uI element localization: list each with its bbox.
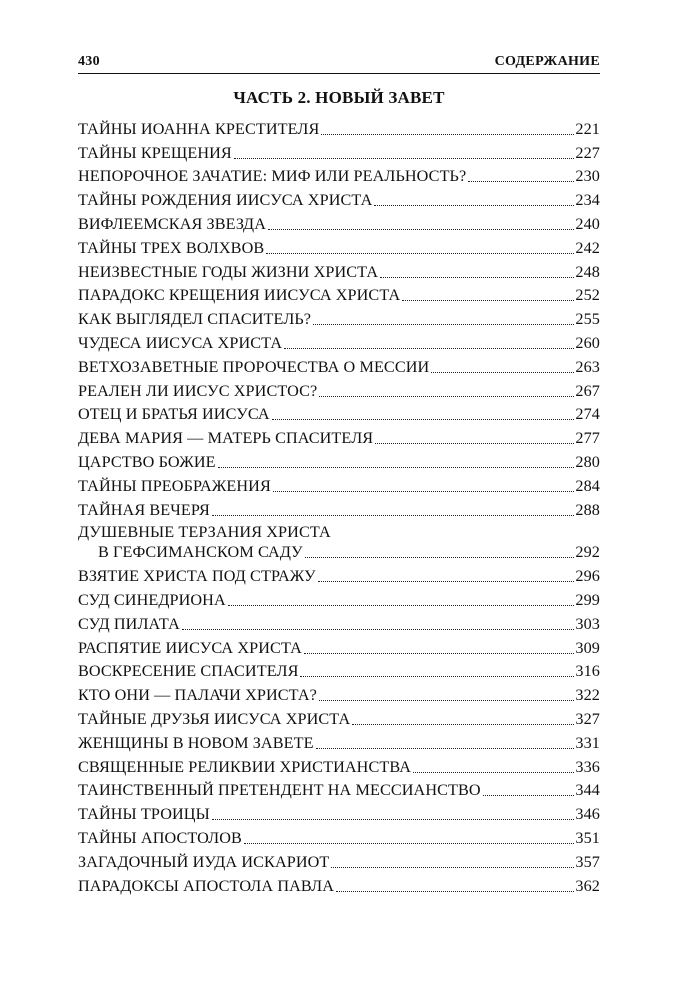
- toc-entry-page: 234: [575, 191, 600, 210]
- toc-entry: [78, 472, 600, 496]
- toc-entry-title: ВЗЯТИЕ ХРИСТА ПОД СТРАЖУ: [78, 567, 316, 586]
- toc-entry: [78, 520, 600, 563]
- toc-entry-page: 346: [575, 805, 600, 824]
- toc-entry: [78, 705, 600, 729]
- dot-leader: [182, 628, 575, 630]
- toc-entry: [78, 562, 600, 586]
- dot-leader: [313, 323, 574, 325]
- dot-leader: [468, 180, 574, 182]
- toc-entry-page: 303: [575, 614, 600, 633]
- toc-entry: [78, 610, 600, 634]
- toc-entry-page: 242: [575, 238, 600, 257]
- toc-entry: [78, 424, 600, 448]
- toc-entry: [78, 377, 600, 401]
- toc-entry-title: ВОСКРЕСЕНИЕ СПАСИТЕЛЯ: [78, 662, 299, 681]
- toc-entry-title: ТАЙНЫ ИОАННА КРЕСТИТЕЛЯ: [78, 119, 320, 138]
- toc-entry: [78, 234, 600, 258]
- dot-leader: [413, 771, 574, 773]
- toc-entry-page: 327: [575, 709, 600, 728]
- toc-entry-title: ТАЙНЫЕ ДРУЗЬЯ ИИСУСА ХРИСТА: [78, 709, 351, 728]
- toc-entry: [78, 753, 600, 777]
- toc-entry: [78, 848, 600, 872]
- toc-entry-page: 263: [575, 357, 600, 376]
- toc-entry: [78, 681, 600, 705]
- toc-entry-title: СУД СИНЕДРИОНА: [78, 590, 226, 609]
- toc-entry: [78, 496, 600, 520]
- toc-entry-title: ОТЕЦ И БРАТЬЯ ИИСУСА: [78, 405, 270, 424]
- toc-entry-title: ЦАРСТВО БОЖИЕ: [78, 452, 216, 471]
- toc-entry-page: 221: [575, 119, 600, 138]
- toc-entry-title: НЕПОРОЧНОЕ ЗАЧАТИЕ: МИФ ИЛИ РЕАЛЬНОСТЬ?: [78, 167, 467, 186]
- toc-entry-page: 336: [575, 757, 600, 776]
- toc-entry-page: 362: [575, 876, 600, 895]
- toc-entry-title: ВИФЛЕЕМСКАЯ ЗВЕЗДА: [78, 214, 266, 233]
- dot-leader: [374, 204, 574, 206]
- toc-entry-title-continuation: В ГЕФСИМАНСКОМ САДУ: [98, 543, 303, 562]
- toc-entry: [78, 872, 600, 896]
- dot-leader: [212, 818, 575, 820]
- toc-entry-page: 260: [575, 333, 600, 352]
- toc-entry-title: КАК ВЫГЛЯДЕЛ СПАСИТЕЛЬ?: [78, 310, 312, 329]
- dot-leader: [483, 794, 575, 796]
- toc-entry-title: ТАЙНЫ ПРЕОБРАЖЕНИЯ: [78, 476, 271, 495]
- book-page: [78, 54, 600, 896]
- toc-entry-page: 296: [575, 567, 600, 586]
- toc-entry-page: 284: [575, 476, 600, 495]
- toc-entry-title: СУД ПИЛАТА: [78, 614, 180, 633]
- dot-leader: [268, 228, 574, 230]
- dot-leader: [228, 604, 575, 606]
- toc-entry-title: СВЯЩЕННЫЕ РЕЛИКВИИ ХРИСТИАНСТВА: [78, 757, 411, 776]
- toc-entry-title: ТАИНСТВЕННЫЙ ПРЕТЕНДЕНТ НА МЕССИАНСТВО: [78, 781, 481, 800]
- toc-entry-title: НЕИЗВЕСТНЫЕ ГОДЫ ЖИЗНИ ХРИСТА: [78, 262, 379, 281]
- part-title: ЧАСТЬ 2. НОВЫЙ ЗАВЕТ: [233, 88, 445, 107]
- toc-entry: [78, 353, 600, 377]
- dot-leader: [321, 133, 574, 135]
- toc-entry-page: 267: [575, 381, 600, 400]
- toc-entry-title: ПАРАДОКСЫ АПОСТОЛА ПАВЛА: [78, 876, 335, 895]
- toc-entry-page: 277: [575, 429, 600, 448]
- dot-leader: [336, 890, 574, 892]
- page-number: 430: [78, 54, 100, 69]
- toc-entry-page: 240: [575, 214, 600, 233]
- dot-leader: [380, 276, 574, 278]
- dot-leader: [304, 652, 574, 654]
- toc-entry: [78, 729, 600, 753]
- toc-entry-page: 280: [575, 452, 600, 471]
- toc-entry-page: 299: [575, 590, 600, 609]
- section-title: СОДЕРЖАНИЕ: [494, 54, 600, 69]
- toc-entry-title: ВЕТХОЗАВЕТНЫЕ ПРОРОЧЕСТВА О МЕССИИ: [78, 357, 430, 376]
- toc-entry-page: 322: [575, 686, 600, 705]
- toc-entry-title: ДЕВА МАРИЯ — МАТЕРЬ СПАСИТЕЛЯ: [78, 429, 374, 448]
- toc-entry: [78, 401, 600, 425]
- table-of-contents: [78, 115, 600, 896]
- toc-entry: [78, 186, 600, 210]
- dot-leader: [300, 675, 574, 677]
- toc-entry: [78, 800, 600, 824]
- toc-entry-page: 230: [575, 167, 600, 186]
- toc-entry: [78, 163, 600, 187]
- dot-leader: [319, 699, 574, 701]
- toc-entry: [78, 329, 600, 353]
- toc-entry-page: 309: [575, 638, 600, 657]
- toc-entry-page: 316: [575, 662, 600, 681]
- toc-entry: [78, 634, 600, 658]
- toc-entry-page: 227: [575, 143, 600, 162]
- toc-entry-title: ЖЕНЩИНЫ В НОВОМ ЗАВЕТЕ: [78, 733, 314, 752]
- dot-leader: [352, 723, 574, 725]
- toc-entry-title: ТАЙНЫ ТРОИЦЫ: [78, 805, 210, 824]
- toc-entry-page: 288: [575, 500, 600, 519]
- dot-leader: [319, 395, 574, 397]
- toc-entry-title: ТАЙНАЯ ВЕЧЕРЯ: [78, 500, 210, 519]
- toc-entry-page: 252: [575, 286, 600, 305]
- dot-leader: [331, 866, 574, 868]
- toc-entry-page: 351: [575, 828, 600, 847]
- toc-entry: [78, 305, 600, 329]
- toc-entry: [78, 824, 600, 848]
- toc-entry: [78, 210, 600, 234]
- dot-leader: [431, 371, 574, 373]
- toc-entry-page: 357: [575, 852, 600, 871]
- toc-entry-continuation-row: [78, 543, 600, 562]
- toc-entry-title: КТО ОНИ — ПАЛАЧИ ХРИСТА?: [78, 686, 317, 705]
- dot-leader: [218, 466, 575, 468]
- toc-entry-title: ЗАГАДОЧНЫЙ ИУДА ИСКАРИОТ: [78, 852, 330, 871]
- dot-leader: [234, 157, 575, 159]
- toc-entry: [78, 115, 600, 139]
- dot-leader: [266, 252, 574, 254]
- toc-entry: [78, 777, 600, 801]
- toc-entry: [78, 258, 600, 282]
- toc-entry: [78, 658, 600, 682]
- toc-entry-page: 255: [575, 310, 600, 329]
- dot-leader: [244, 842, 575, 844]
- toc-entry: [78, 448, 600, 472]
- dot-leader: [316, 747, 575, 749]
- dot-leader: [212, 514, 575, 516]
- toc-entry-page: 274: [575, 405, 600, 424]
- toc-entry-title: ПАРАДОКС КРЕЩЕНИЯ ИИСУСА ХРИСТА: [78, 286, 401, 305]
- dot-leader: [272, 418, 575, 420]
- toc-entry-title: ТАЙНЫ РОЖДЕНИЯ ИИСУСА ХРИСТА: [78, 191, 373, 210]
- dot-leader: [318, 580, 575, 582]
- toc-entry-page: 292: [575, 543, 600, 562]
- toc-entry: [78, 139, 600, 163]
- toc-entry: [78, 282, 600, 306]
- toc-entry-page: 331: [575, 733, 600, 752]
- toc-entry-page: 248: [575, 262, 600, 281]
- toc-entry-title: ЧУДЕСА ИИСУСА ХРИСТА: [78, 333, 283, 352]
- toc-entry-title: ДУШЕВНЫЕ ТЕРЗАНИЯ ХРИСТА: [78, 523, 331, 542]
- toc-entry-title: РЕАЛЕН ЛИ ИИСУС ХРИСТОС?: [78, 381, 318, 400]
- toc-entry-title: ТАЙНЫ ТРЕХ ВОЛХВОВ: [78, 238, 265, 257]
- toc-entry: [78, 586, 600, 610]
- dot-leader: [375, 442, 574, 444]
- running-head: [78, 54, 600, 74]
- toc-entry-title: РАСПЯТИЕ ИИСУСА ХРИСТА: [78, 638, 302, 657]
- toc-entry-page: 344: [575, 781, 600, 800]
- dot-leader: [402, 299, 574, 301]
- toc-entry-title: ТАЙНЫ АПОСТОЛОВ: [78, 828, 242, 847]
- dot-leader: [284, 347, 574, 349]
- dot-leader: [305, 556, 575, 558]
- dot-leader: [273, 490, 575, 492]
- toc-entry-title: ТАЙНЫ КРЕЩЕНИЯ: [78, 143, 232, 162]
